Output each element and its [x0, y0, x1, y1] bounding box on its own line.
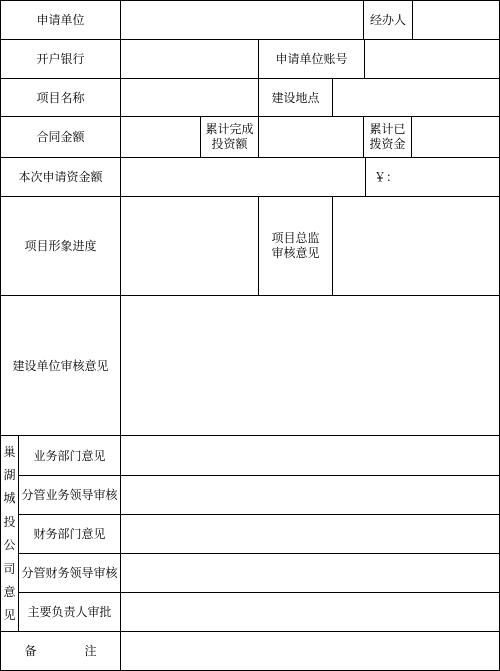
contract-amount-field[interactable] [120, 116, 201, 158]
remark-label: 备 注 [0, 631, 121, 671]
remark-field[interactable] [120, 631, 500, 671]
currency-sign: ￥： [374, 170, 399, 184]
finance-opinion-label: 财务部门意见 [18, 514, 121, 554]
account-field[interactable] [364, 39, 500, 79]
cumulative-invest-field[interactable] [258, 116, 364, 158]
apply-amount-field[interactable] [120, 157, 366, 197]
account-label: 申请单位账号 [258, 39, 365, 79]
site-field[interactable] [332, 78, 500, 117]
biz-leader-field[interactable] [120, 475, 500, 515]
company-opinion-label: 巢 湖 城 投 公 司 意 见 [0, 435, 19, 632]
dept-opinion-label: 业务部门意见 [18, 435, 121, 476]
cumulative-allocated-label: 累计已 拨资金 [363, 116, 412, 158]
handler-field[interactable] [412, 0, 500, 40]
chief-approval-label: 主要负责人审批 [18, 592, 121, 632]
finance-leader-field[interactable] [120, 553, 500, 593]
supervisor-opinion-label: 项目总监 审核意见 [258, 196, 333, 296]
supervisor-opinion-field[interactable] [332, 196, 500, 296]
chief-approval-field[interactable] [120, 592, 500, 632]
site-label: 建设地点 [258, 78, 333, 117]
project-name-field[interactable] [120, 78, 259, 117]
unit-review-field[interactable] [120, 295, 500, 436]
unit-review-label: 建设单位审核意见 [0, 295, 121, 436]
bank-label: 开户银行 [0, 39, 121, 79]
cumulative-invest-label: 累计完成 投资额 [200, 116, 259, 158]
contract-amount-label: 合同金额 [0, 116, 121, 158]
biz-leader-label: 分管业务领导审核 [18, 475, 121, 515]
dept-opinion-field[interactable] [120, 435, 500, 476]
apply-unit-field[interactable] [120, 0, 364, 40]
apply-unit-label: 申请单位 [0, 0, 121, 40]
progress-label: 项目形象进度 [0, 196, 121, 296]
finance-leader-label: 分管财务领导审核 [18, 553, 121, 593]
handler-label: 经办人 [363, 0, 413, 40]
finance-opinion-field[interactable] [120, 514, 500, 554]
currency-field[interactable] [365, 157, 500, 197]
project-name-label: 项目名称 [0, 78, 121, 117]
progress-field[interactable] [120, 196, 259, 296]
apply-amount-label: 本次申请资金额 [0, 157, 121, 197]
bank-field[interactable] [120, 39, 259, 79]
cumulative-allocated-field[interactable] [411, 116, 500, 158]
